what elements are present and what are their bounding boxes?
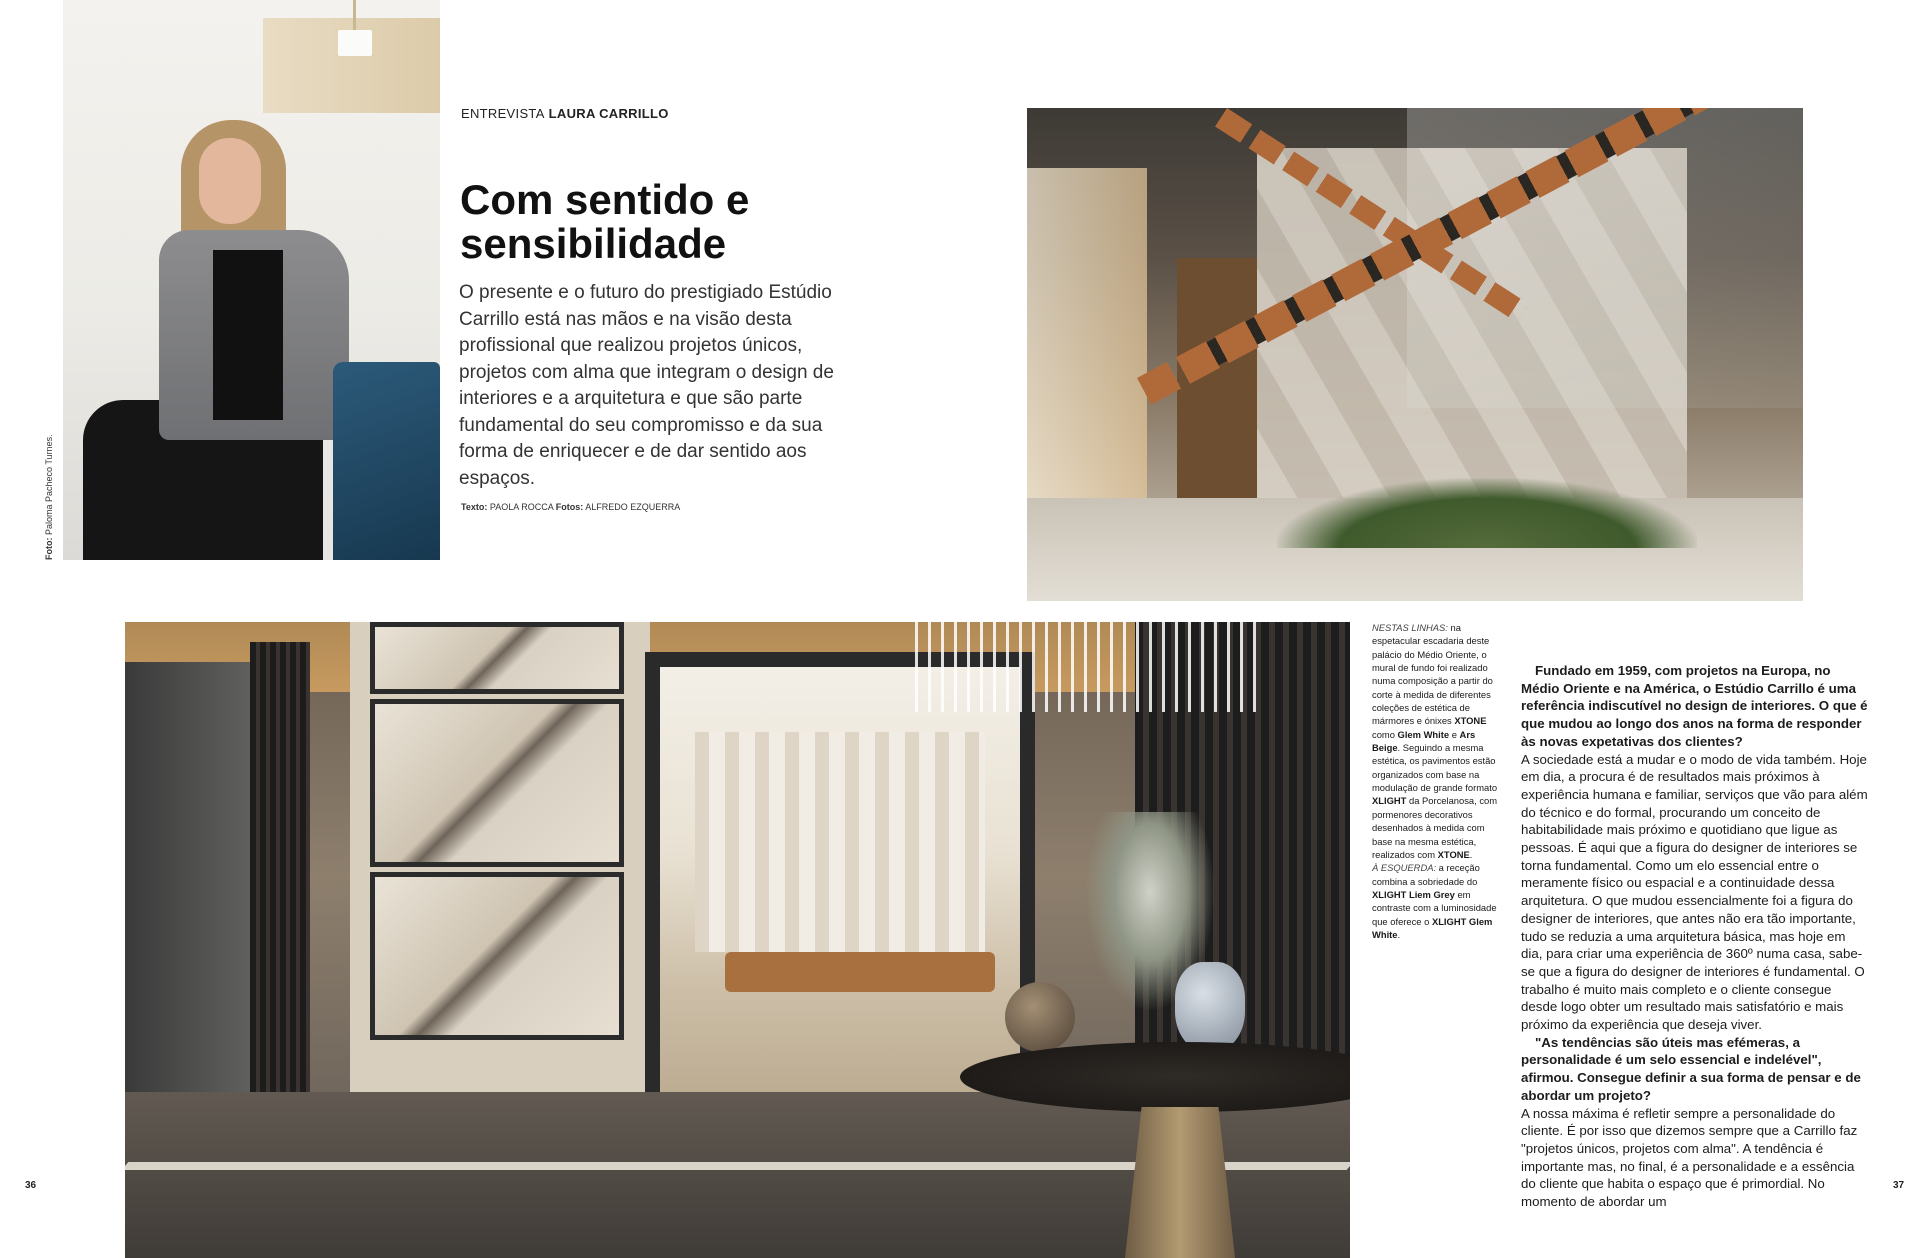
interview-answer: A sociedade está a mudar e o modo de vida também. Hoje em dia, a procura é de resultados mais próximos à experiência humana e familiar, serviços que vão para além do técnico e do formal, procurando um conceito de habitabilidade mais próximo e quotidiano que ligue as pessoas. É aqui que a figura do designer de interiores se torna fundamental. Como um elo essencial entre o meramente físico ou espacial e a continuidade dessa arquitetura. O que mudou essencialmente foi a figura do designer de interiores, que antes não era tão importante, tudo se reduzia a uma arquitetura básica, mas hoje em dia, para criar uma experiência de 360º numa casa, sabe-se que a figura do designer de interiores é fundamental. O trabalho é muito mais completo e o cliente consegue desde logo obter um resultado mais satisfatório e mais próximo da experiência que deseja viver. [1521,751,1868,1033]
reception-photo [125,622,1350,1258]
interview-question: Fundado em 1959, com projetos na Europa, no Médio Oriente e na América, o Estúdio Carrillo é uma referência indiscutível no design de interiores. O que é que mudou ao longo dos anos na forma de responder às novas expetativas dos clientes? [1521,663,1868,749]
article-headline: Com sentido e sensibilidade [460,176,750,267]
page-number-right: 37 [1893,1180,1905,1191]
portrait-photo [63,0,440,560]
article-lead: O presente e o futuro do prestigiado Estúdio Carrillo está nas mãos e na visão desta profissional que realizou projetos únicos, projetos com alma que integram o design de interiores e a arquitetura e que são parte fundamental do seu compromisso e da sua forma de enriquecer e de dar sentido aos espaços. [459,282,834,489]
portrait-photo-credit: Foto: Paloma Pacheco Turnes. [44,434,54,560]
interviewee-name: LAURA CARRILLO [548,106,669,121]
interview-answer: A nossa máxima é refletir sempre a personalidade do cliente. É por isso que dizemos sempre que a Carrillo faz "projetos únicos, projetos com alma". A tendência é importante mas, no final, é a personalidade e a essência do cliente que habita o espaço que é primordial. No momento de abordar um [1521,1105,1858,1210]
article-body [1521,662,1868,1211]
photo-caption: NESTAS LINHAS: na espetacular escadaria deste palácio do Médio Oriente, o mural de fundo foi realizado numa composição a partir do corte à medida de diferentes coleções de estética de mármores e ónixes XTONE como Glem White e Ars Beige. Seguindo a mesma estética, os pavimentos estão organizados com base na modulação de grande formato XLIGHT da Porcelanosa, com pormenores decorativos desenhados à medida com base na mesma estética, realizados com XTONE. À ESQUERDA: a receção combina a sobriedade do XLIGHT Liem Grey em contraste com a luminosidade que oferece o XLIGHT Glem White. [1372,622,1498,940]
interview-question: "As tendências são úteis mas efémeras, a personalidade é um selo essencial e indelével", afirmou. Consegue definir a sua forma de pensar e de abordar um projeto? [1521,1034,1861,1103]
staircase-photo [1027,108,1803,601]
section-label: ENTREVISTA LAURA CARRILLO [461,106,669,121]
page-number-left: 36 [25,1180,37,1191]
article-credits: Texto: PAOLA ROCCA Fotos: ALFREDO EZQUERRA [461,502,681,512]
